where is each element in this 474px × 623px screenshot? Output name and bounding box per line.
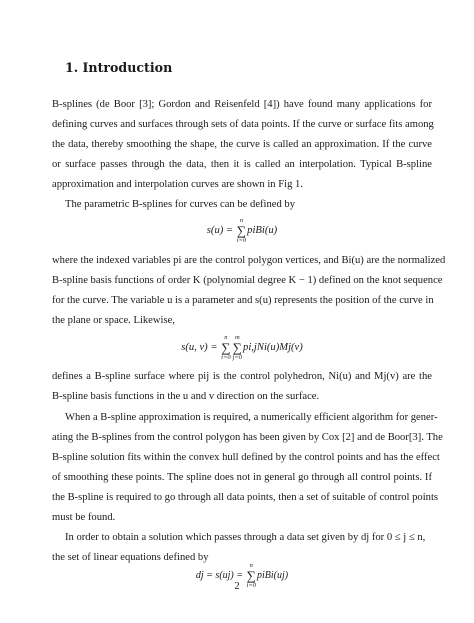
body-text-line: B-splines (de Boor [3]; Gordon and Reisenfeld [4]) have found many applications for	[52, 99, 432, 110]
equation-curve	[52, 217, 432, 244]
equation-term: piBi(uj)	[256, 569, 289, 581]
body-text-line: defining curves and surfaces through sets of data points. If the curve or surface fits among	[52, 119, 434, 130]
body-text-line: or surface passes through the data, then it is called an interpolation. Typical B-spline	[52, 159, 432, 170]
summation-symbol: n ∑ i=0	[221, 334, 231, 361]
body-text-line: where the indexed variables pi are the control polygon vertices, and Bi(u) are the normalized	[52, 255, 446, 266]
body-text-line: ating the B-splines from the control polygon has been given by Cox [2] and de Boor[3]. The	[52, 432, 443, 443]
body-text-line: When a B-spline approximation is required, a numerically efficient algorithm for gener-	[65, 412, 438, 423]
body-text-line: B-spline basis functions in the u and v direction on the surface.	[52, 391, 320, 402]
section-heading: 1. Introduction	[65, 60, 173, 75]
body-text-line: of smoothing these points. The spline does not in general go through all control points. If	[52, 472, 432, 483]
page-number: 2	[234, 581, 240, 592]
body-text-line: B-spline solution fits within the convex hull defined by the control points and has the effect	[52, 452, 440, 463]
body-text-line: approximation and interpolation curves are shown in Fig 1.	[52, 179, 303, 190]
body-text-line: In order to obtain a solution which passes through a data set given by dj for 0 ≤ j ≤ n,	[65, 532, 426, 543]
body-text-line: defines a B-spline surface where pij is the control polyhedron, Ni(u) and Mj(v) are the	[52, 371, 432, 382]
summation-symbol: n ∑ i=0	[236, 217, 247, 244]
body-text-line: must be found.	[52, 512, 116, 523]
body-text-line: B-spline basis functions of order K (polynomial degree K − 1) defined on the knot sequence	[52, 275, 443, 286]
equation-surface	[52, 334, 432, 361]
body-text-line: The parametric B-splines for curves can be defined by	[65, 199, 296, 210]
equation-lhs: s(u) =	[206, 224, 236, 236]
body-text-line: the plane or space. Likewise,	[52, 315, 175, 326]
body-text-line: for the curve. The variable u is a parameter and s(u) represents the position of the curve in	[52, 295, 434, 306]
equation-term: pi,jNi(u)Mj(v)	[243, 341, 303, 353]
equation-lhs: dj = s(uj) =	[195, 569, 246, 581]
summation-symbol: n ∑ i=0	[246, 562, 256, 589]
equation-lhs: s(u, v) =	[181, 341, 221, 353]
summation-symbol: m ∑ j=0	[232, 334, 243, 361]
equation-term: piBi(u)	[247, 224, 278, 236]
body-text-line: the set of linear equations defined by	[52, 552, 209, 563]
body-text-line: the data, thereby smoothing the shape, the curve is called an approximation. If the curve	[52, 139, 432, 150]
body-text-line: the B-spline is required to go through all data points, then a set of suitable of control points	[52, 492, 439, 503]
